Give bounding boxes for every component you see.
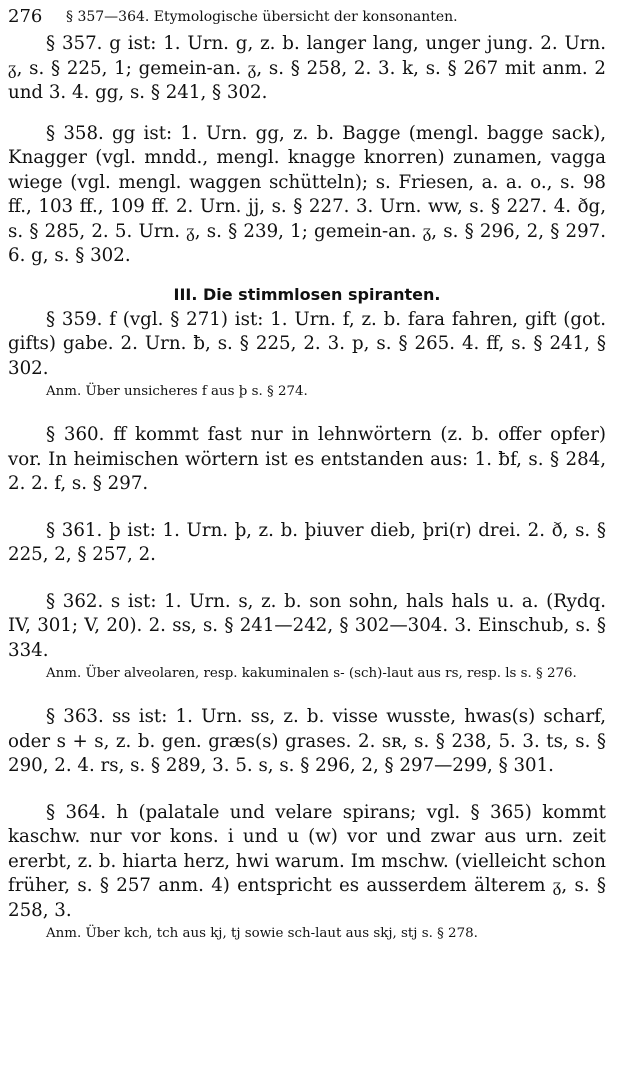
section-361: § 361. þ ist: 1. Urn. þ, z. b. þiuver dieb, þri(r) drei. 2. ð, s. § 225, 2, § 257, 2. xyxy=(8,519,606,565)
page-header xyxy=(8,6,606,32)
section-359-note: Anm. Über unsicheres f aus þ s. § 274. xyxy=(46,384,308,399)
section-363: § 363. ss ist: 1. Urn. ss, z. b. visse wusste, hwas(s) scharf, oder s + s, z. b. gen. græs(s) grases. 2. sʀ, s. § 238, 5. 3. ts, s. § 290, 2. 4. rs, s. § 289, 3. 5. s, s. § 296, 2, § 297—299, § 301. xyxy=(8,706,606,776)
section-358: § 358. gg ist: 1. Urn. gg, z. b. Bagge (mengl. bagge sack), Knagger (vgl. mndd., mengl. knagge knorren) zunamen, vagga wiege (vgl. mengl. waggen schütteln); s. Friesen, a. a. o., s. 98 ff., 103 ff., 109 ff. 2. Urn. jj, s. § 227. 3. Urn. ww, s. § 227. 4. ðg, s. § 285, 2. 5. Urn. ᵹ, s. § 239, 1; gemein-an. ᵹ, s. § 296, 2, § 297. 6. g, s. § 302. xyxy=(8,122,606,266)
page xyxy=(8,6,606,943)
section-357: § 357. g ist: 1. Urn. g, z. b. langer lang, unger jung. 2. Urn. ᵹ, s. § 225, 1; gemein-an. ᵹ, s. § 258, 2. 3. k, s. § 267 mit anm. 2 und 3. 4. gg, s. § 241, § 302. xyxy=(8,33,606,103)
section-364: § 364. h (palatale und velare spirans; vgl. § 365) kommt kaschw. nur vor kons. i und u (w) vor und zwar aus urn. zeit ererbt, z. b. hiarta herz, hwi warum. Im mschw. (vielleicht schon früher, s. § 257 anm. 4) entspricht es ausserdem älterem ᵹ, s. § 258, 3. xyxy=(8,801,606,921)
section-359: § 359. f (vgl. § 271) ist: 1. Urn. f, z. b. fara fahren, gift (got. gifts) gabe. 2. Urn. ƀ, s. § 225, 2. 3. p, s. § 265. 4. ff, s. § 241, § 302. xyxy=(8,308,606,379)
page-number: 276 xyxy=(8,6,43,27)
section-heading: III. Die stimmlosen spiranten. xyxy=(173,284,441,304)
section-360: § 360. ff kommt fast nur in lehnwörtern (z. b. offer opfer) vor. In heimischen wörtern ist es entstanden aus: 1. ƀf, s. § 284, 2. 2. f, s. § 297. xyxy=(8,424,606,494)
running-title: § 357—364. Etymologische übersicht der konsonanten. xyxy=(66,9,458,25)
section-362-note: Anm. Über alveolaren, resp. kakuminalen s- (sch)-laut aus rs, resp. ls s. § 276. xyxy=(46,666,577,681)
section-362: § 362. s ist: 1. Urn. s, z. b. son sohn, hals hals u. a. (Rydq. IV, 301; V, 20). 2. ss, s. § 241—242, § 302—304. 3. Einschub, s. § 334. xyxy=(8,590,606,661)
section-364-note: Anm. Über kch, tch aus kj, tj sowie sch-laut aus skj, stj s. § 278. xyxy=(46,926,478,941)
